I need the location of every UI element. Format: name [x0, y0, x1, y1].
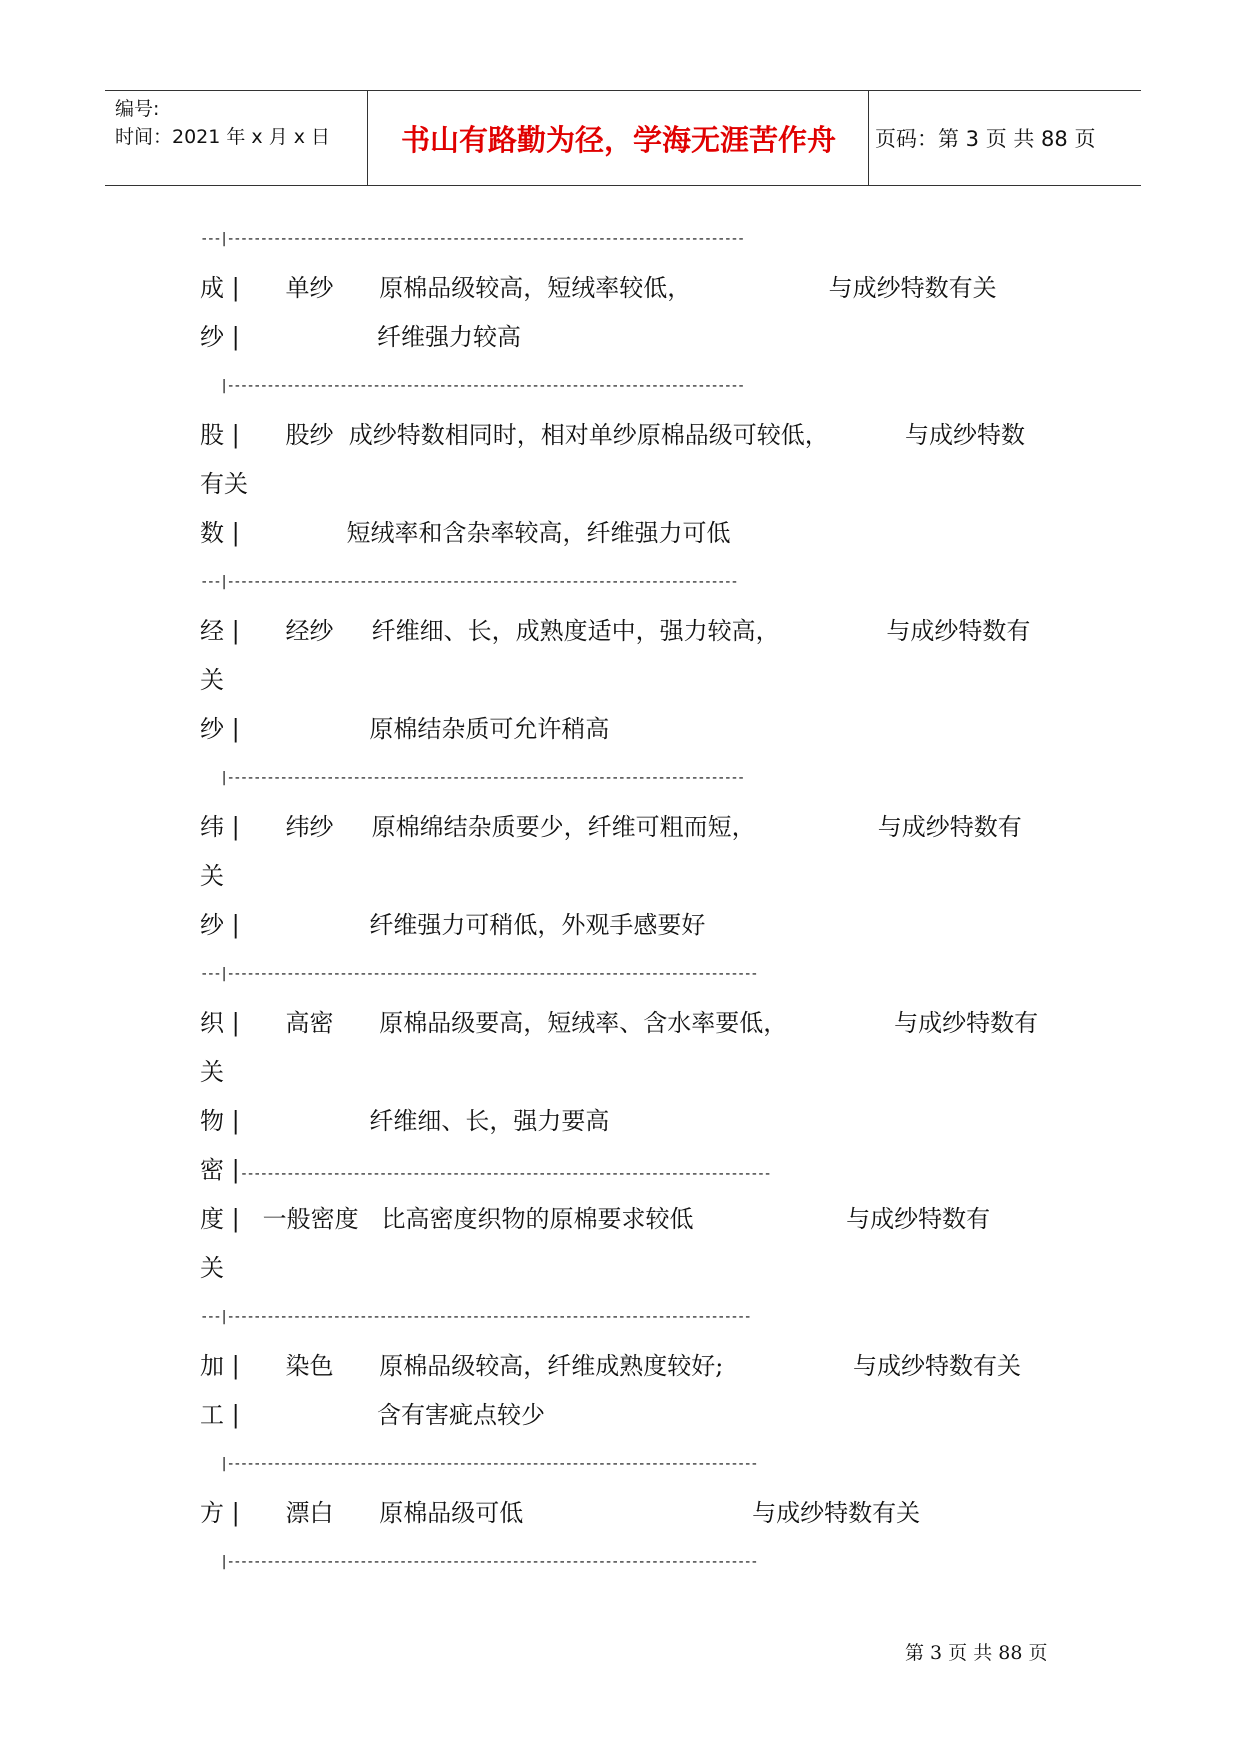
separator-line: |------------------------------------------------------------------------------	[200, 378, 744, 394]
text-line: 数 | 短绒率和含杂率较高，纤维强力可低	[200, 519, 731, 547]
text-line: 度 | 一般密度 比高密度织物的原棉要求较低 与成纱特数有	[200, 1205, 991, 1233]
text-line: 工 | 含有害疵点较少	[200, 1401, 546, 1429]
text-line: 成 | 单纱 原棉品级较高，短绒率较低， 与成纱特数有关	[200, 274, 997, 302]
separator-line: ---|------------------------------------------------------------------------------	[200, 231, 744, 247]
text-line: 纱 | 纤维强力较高	[200, 323, 522, 351]
text-line: 加 | 染色 原棉品级较高，纤维成熟度较好; 与成纱特数有关	[200, 1352, 1022, 1380]
header-divider-right	[868, 91, 869, 185]
text-line: 有关	[200, 470, 248, 498]
text-line: 关	[200, 1058, 224, 1086]
separator-line: |------------------------------------------------------------------------------	[200, 770, 744, 786]
separator-line: ---|--------------------------------------------------------------------------------	[200, 966, 757, 982]
document-number-label: 编号:	[115, 98, 160, 120]
text-line: 关	[200, 666, 224, 694]
header-motto: 书山有路勤为径，学海无涯苦作舟	[400, 122, 836, 157]
text-line: 股 | 股纱 成纱特数相同时，相对单纱原棉品级可较低， 与成纱特数	[200, 421, 1026, 449]
header-left	[115, 95, 330, 151]
text-line: 关	[200, 862, 224, 890]
text-line: 纬 | 纬纱 原棉绵结杂质要少，纤维可粗而短， 与成纱特数有	[200, 813, 1022, 841]
separator-line: |--------------------------------------------------------------------------------	[200, 1456, 757, 1472]
separator-line: ---|-------------------------------------------------------------------------------	[200, 1309, 751, 1325]
text-line: 经 | 经纱 纤维细、长，成熟度适中，强力较高， 与成纱特数有	[200, 617, 1031, 645]
text-line: 纱 | 原棉结杂质可允许稍高	[200, 715, 610, 743]
header-divider-left	[367, 91, 368, 185]
header-page-label: 页码：第 3 页 共 88 页	[875, 127, 1096, 151]
page-footer: 第 3 页 共 88 页	[905, 1642, 1048, 1664]
separator-line: 密 |--------------------------------------------------------------------------------	[200, 1156, 771, 1184]
text-line: 纱 | 纤维强力可稍低，外观手感要好	[200, 911, 706, 939]
document-body	[200, 215, 1080, 1587]
document-time-label: 时间：2021 年 x 月 x 日	[115, 126, 331, 148]
separator-line: |--------------------------------------------------------------------------------	[200, 1554, 757, 1570]
text-line: 织 | 高密 原棉品级要高，短绒率、含水率要低， 与成纱特数有	[200, 1009, 1039, 1037]
header-table	[105, 90, 1141, 186]
text-line: 物 | 纤维细、长，强力要高	[200, 1107, 610, 1135]
text-line: 方 | 漂白 原棉品级可低 与成纱特数有关	[200, 1499, 921, 1527]
separator-line: ---|-----------------------------------------------------------------------------	[200, 574, 737, 590]
text-line: 关	[200, 1254, 224, 1282]
